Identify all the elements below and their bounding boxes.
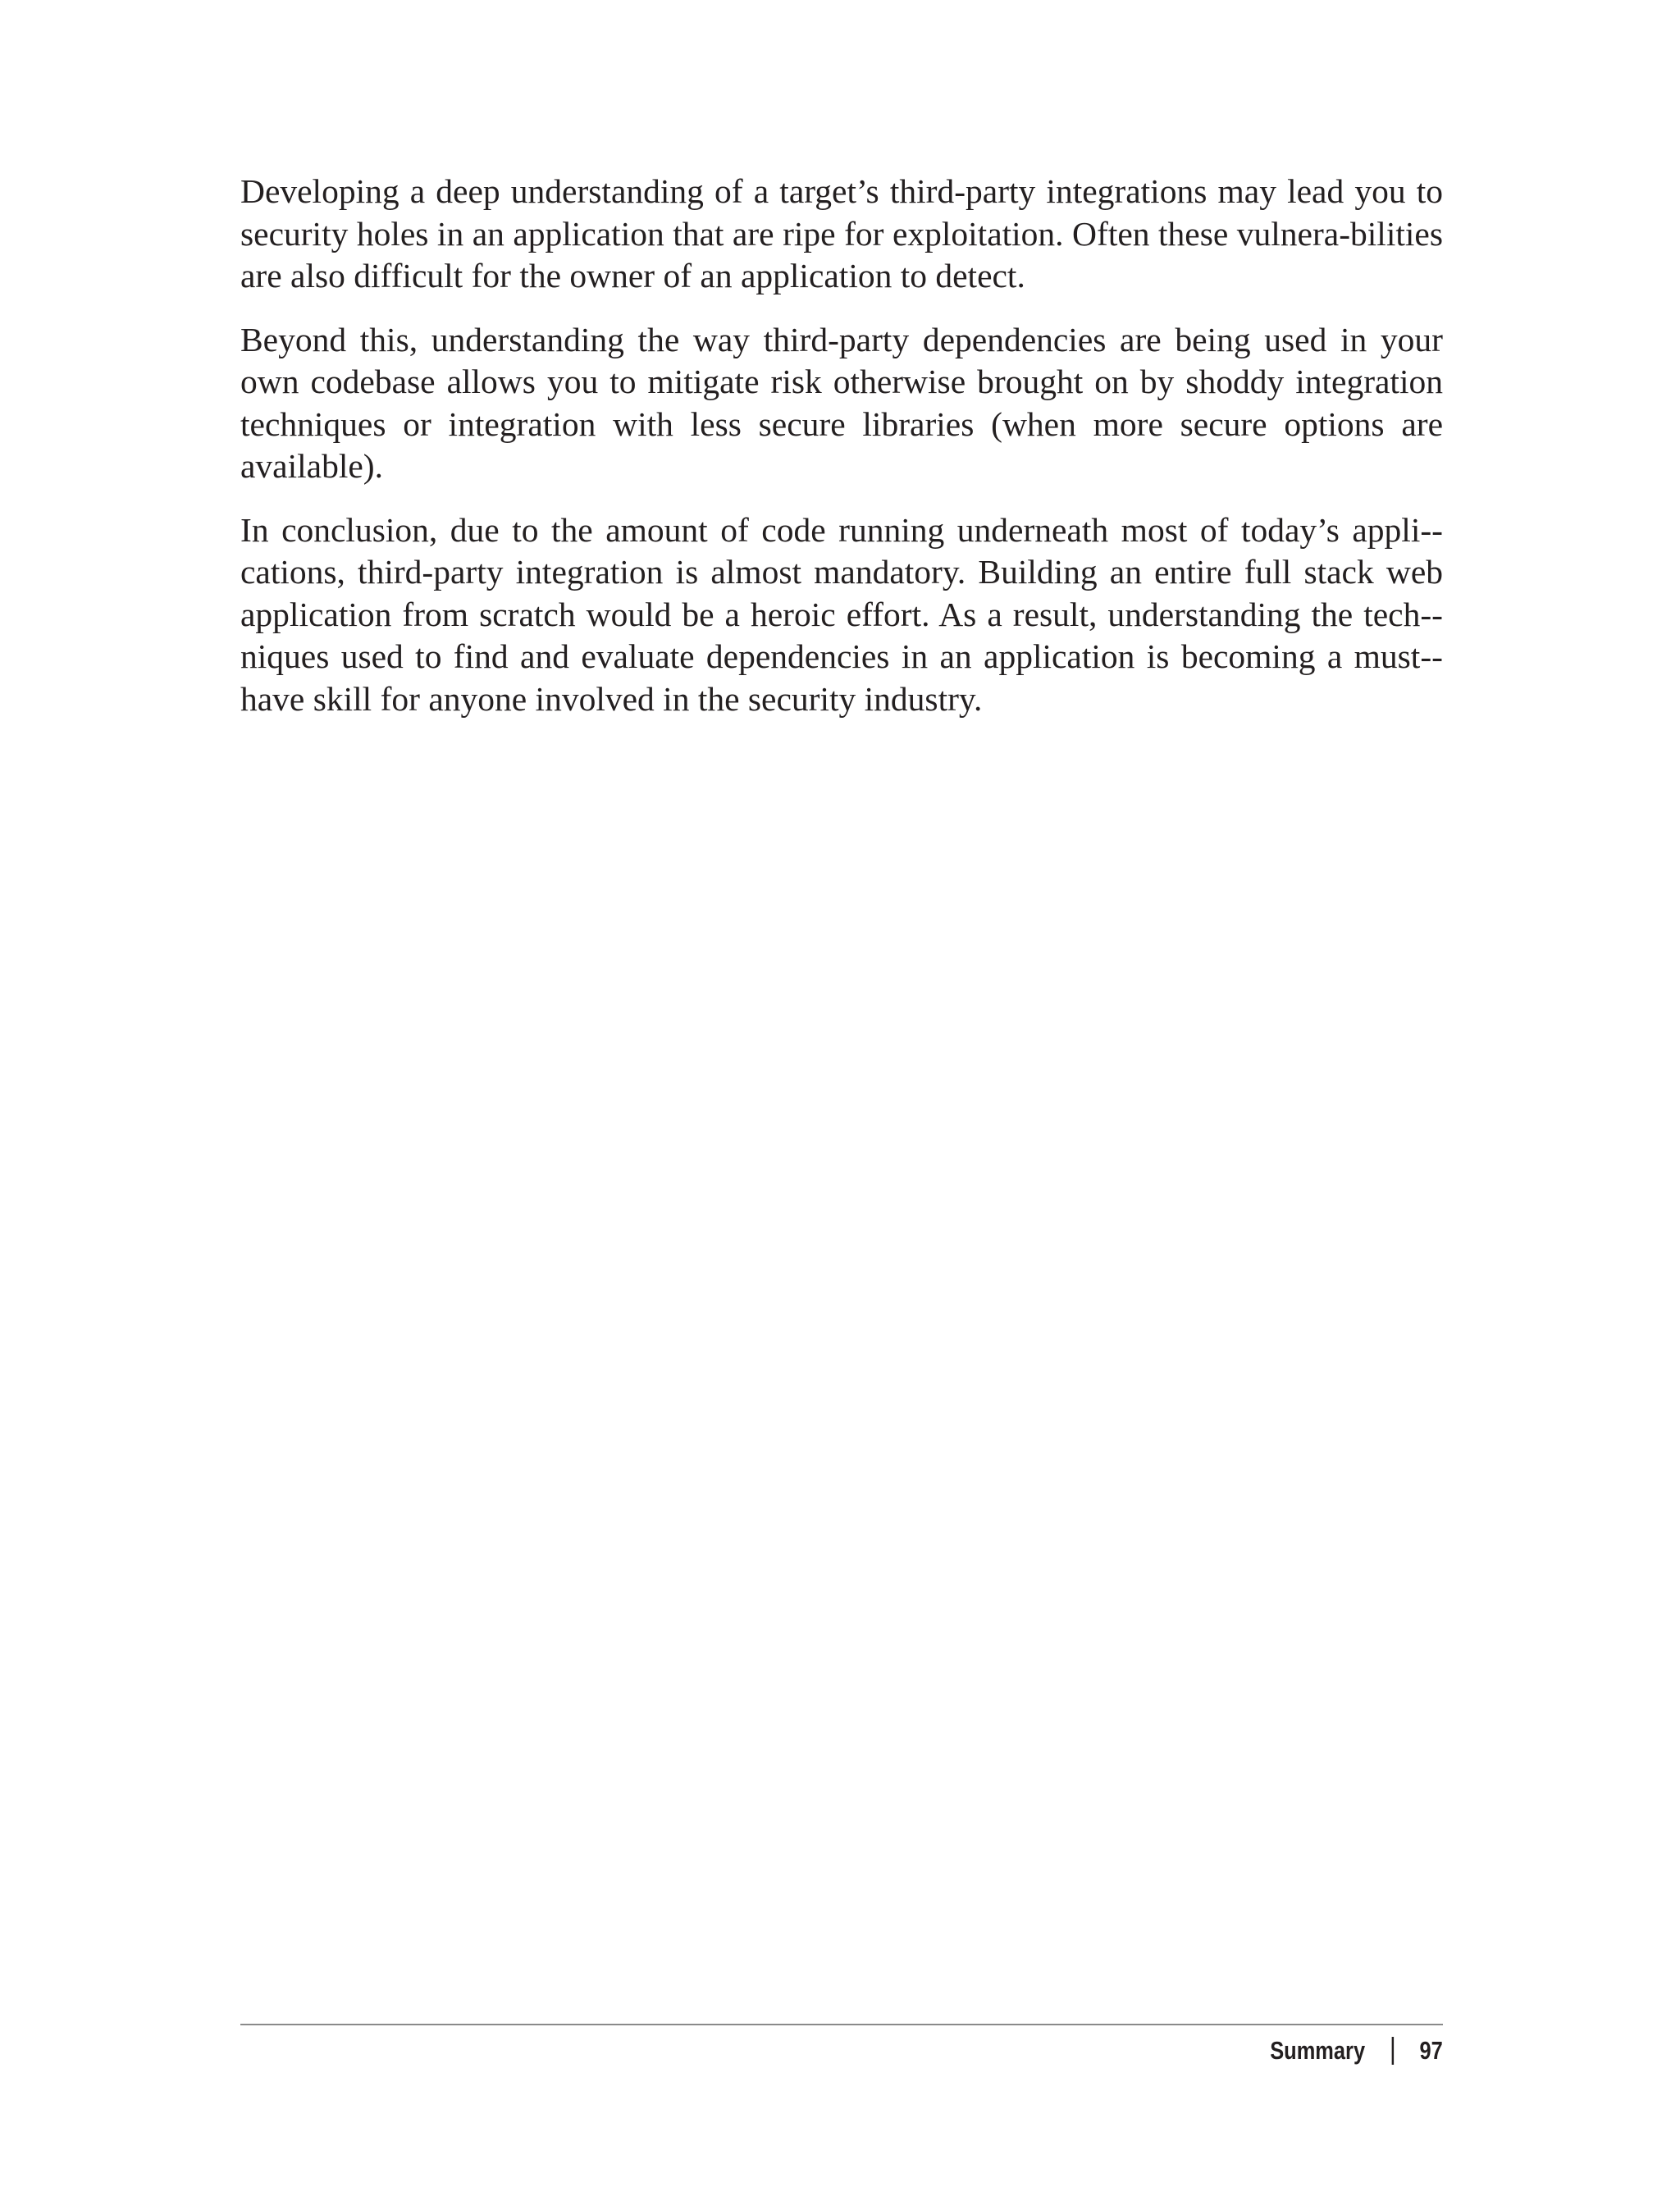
paragraph-2: Beyond this, understanding the way third-party dependencies are being used in your own codebase allows you to mitigate risk otherwise brought on by shoddy integration techniques or integration with less secure libraries (when more secure options are available). xyxy=(240,320,1443,485)
footer-separator xyxy=(1392,2037,1394,2065)
running-footer xyxy=(1270,2036,1443,2066)
paragraph-3: In conclusion, due to the amount of code running underneath most of today’s appli-cations, third-party integration is almost mandatory. Building an entire full stack web application from scratch would be a heroic effort. As a result, understanding the tech-niques used to find and evaluate dependencies in an application is becoming a must-have skill for anyone involved in the security industry. xyxy=(240,510,1443,718)
body-text xyxy=(240,171,1443,742)
page-number: 97 xyxy=(1419,2036,1443,2065)
footer-section-title: Summary xyxy=(1270,2036,1366,2065)
footer-rule xyxy=(240,2024,1443,2025)
paragraph-1: Developing a deep understanding of a target’s third-party integrations may lead you to security holes in an application that are ripe for exploitation. Often these vulnera-bilities are also difficult for the owner of an application to detect. xyxy=(240,172,1443,294)
